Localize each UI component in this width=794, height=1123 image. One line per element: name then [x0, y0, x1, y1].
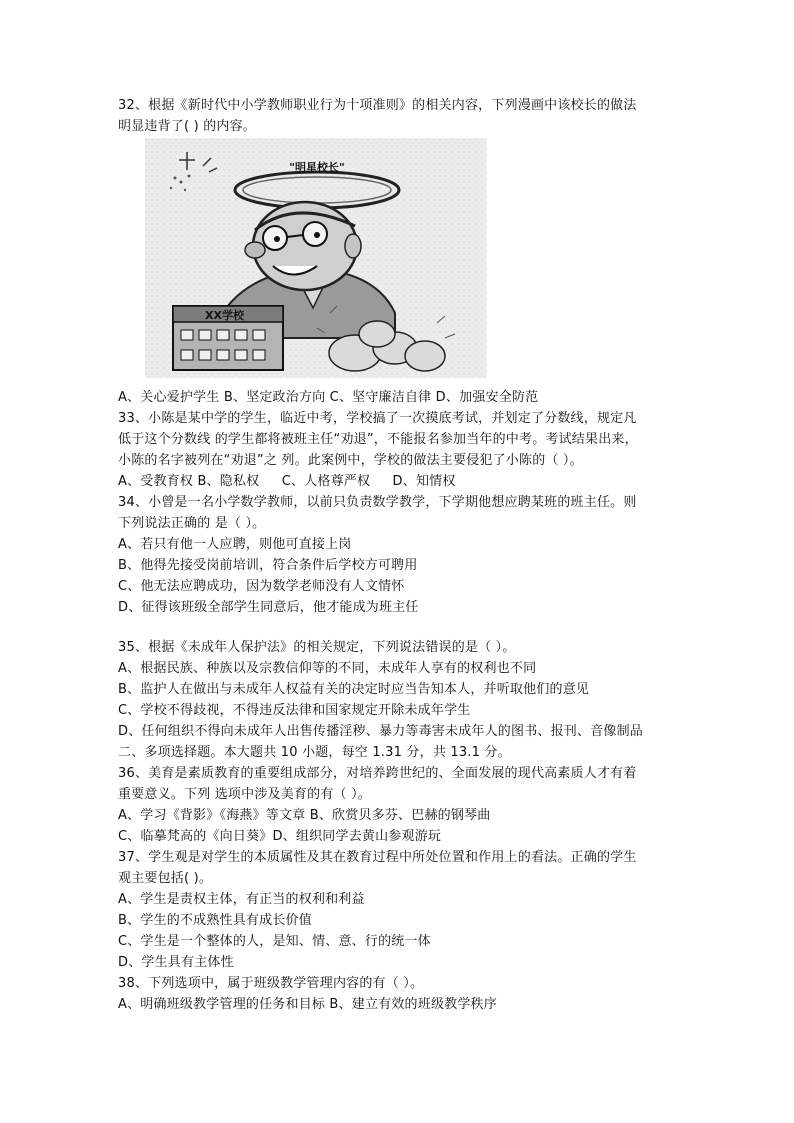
q34-option-c: C、他无法应聘成功，因为数学老师没有人文情怀: [118, 579, 405, 594]
q37-stem-line-2: 观主要包括( )。: [118, 871, 213, 886]
q35-stem: 35、根据《未成年人保护法》的相关规定，下列说法错误的是（ ）。: [118, 640, 516, 655]
q34-option-b: B、他得先接受岗前培训，符合条件后学校方可聘用: [118, 558, 418, 573]
q35-option-c: C、学校不得歧视，不得违反法律和国家规定开除未成年学生: [118, 703, 471, 718]
q34-option-a: A、若只有他一人应聘，则他可直接上岗: [118, 537, 352, 552]
halo-caption: "明星校长": [289, 161, 345, 174]
q37-option-a: A、学生是责权主体，有正当的权利和利益: [118, 892, 365, 907]
q32-stem-line-2: 明显违背了( ) 的内容。: [118, 119, 257, 134]
q33-option-b: B、隐私权: [197, 474, 260, 489]
q36-stem-line-2: 重要意义。下列 选项中涉及美育的有（ ）。: [118, 787, 371, 802]
q34-option-d: D、征得该班级全部学生同意后，他才能成为班主任: [118, 600, 419, 615]
q33-stem-line-3: 小陈的名字被列在“劝退”之 列。此案例中，学校的做法主要侵犯了小陈的（ ）。: [118, 453, 583, 468]
q32-options: A、关心爱护学生 B、坚定政治方向 C、坚守廉洁自律 D、加强安全防范: [118, 390, 539, 405]
q38-stem: 38、下列选项中，属于班级教学管理内容的有（ ）。: [118, 976, 424, 991]
q36-options-line-2: C、临摹梵高的《向日葵》D、组织同学去黄山参观游玩: [118, 829, 442, 844]
q34-stem-line-2: 下列说法正确的 是（ ）。: [118, 516, 266, 531]
q35-option-a: A、根据民族、种族以及宗教信仰等的不同，未成年人享有的权利也不同: [118, 661, 537, 676]
q32-stem-line-1: 32、根据《新时代中小学教师职业行为十项准则》的相关内容，下列漫画中该校长的做法: [118, 98, 637, 113]
building-sign: XX学校: [205, 309, 244, 322]
q37-option-c: C、学生是一个整体的人，是知、情、意、行的统一体: [118, 934, 431, 949]
q33-stem-line-2: 低于这个分数线 的学生都将被班主任“劝退”，不能报名参加当年的中考。考试结果出来，: [118, 432, 638, 447]
q35-option-d: D、任何组织不得向未成年人出售传播淫秽、暴力等毒害未成年人的图书、报刊、音像制品: [118, 724, 644, 739]
q36-stem-line-1: 36、美育是素质教育的重要组成部分，对培养跨世纪的、全面发展的现代高素质人才有着: [118, 766, 637, 781]
q33-stem-line-1: 33、小陈是某中学的学生，临近中考，学校搞了一次摸底考试，并划定了分数线，规定凡: [118, 411, 637, 426]
q37-stem-line-1: 37、学生观是对学生的本质属性及其在教育过程中所处位置和作用上的看法。正确的学生: [118, 850, 637, 865]
q37-option-d: D、学生具有主体性: [118, 955, 234, 970]
cartoon-image: [145, 138, 487, 378]
q33-option-c: C、人格尊严权: [281, 474, 371, 489]
q37-option-b: B、学生的不成熟性具有成长价值: [118, 913, 312, 928]
q34-stem-line-1: 34、小曾是一名小学数学教师，以前只负责数学教学，下学期他想应聘某班的班主任。则: [118, 495, 637, 510]
q36-options-line-1: A、学习《背影》《海燕》等文章 B、欣赏贝多芬、巴赫的钢琴曲: [118, 808, 491, 823]
q33-option-d: D、知情权: [392, 474, 456, 489]
q33-options: [118, 472, 456, 492]
q38-options-line-1: A、明确班级教学管理的任务和目标 B、建立有效的班级教学秩序: [118, 997, 497, 1012]
q35-option-b: B、监护人在做出与未成年人权益有关的决定时应当告知本人，并听取他们的意见: [118, 682, 590, 697]
section-2-heading: 二、多项选择题。本大题共 10 小题，每空 1.31 分，共 13.1 分。: [118, 745, 511, 760]
q33-option-a: A、受教育权: [118, 474, 194, 489]
principal-cartoon-illustration: [145, 138, 487, 378]
